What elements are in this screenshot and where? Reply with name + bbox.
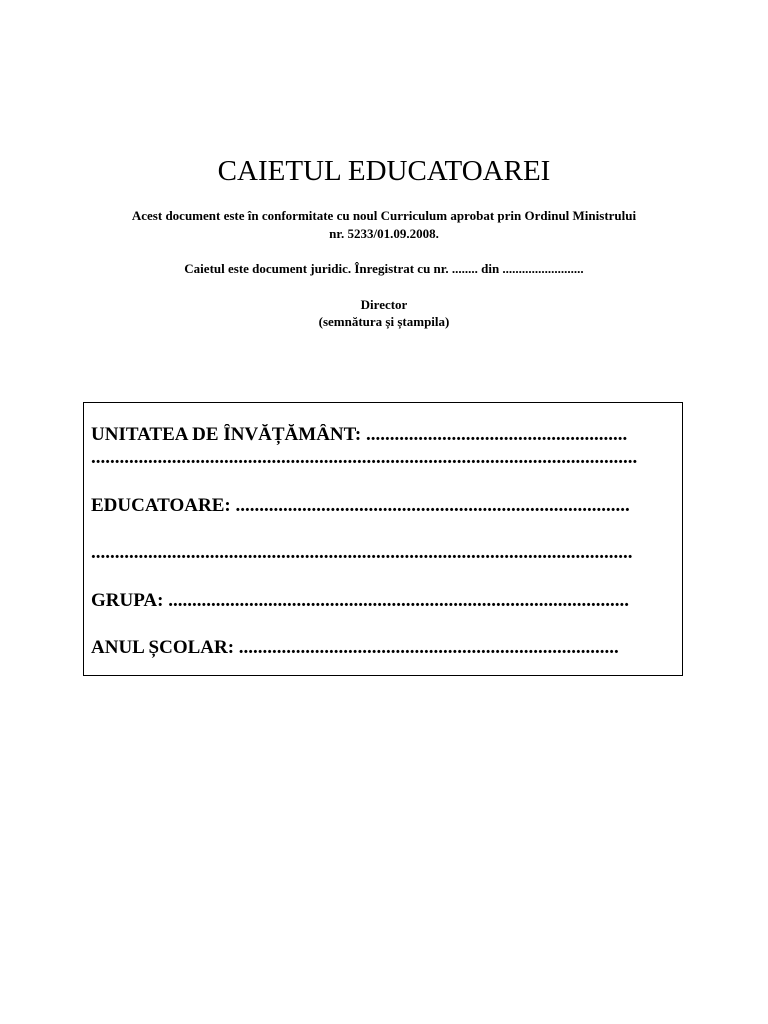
conformity-line-2: nr. 5233/01.09.2008. — [329, 226, 439, 241]
director-signature-block — [0, 296, 768, 330]
document-title: CAIETUL EDUCATOAREI — [217, 155, 551, 187]
school-year-field: ANUL ȘCOLAR: ................................................................................ — [91, 637, 619, 658]
teacher-field: EDUCATOARE: ................................................................................... — [91, 495, 630, 516]
registration-statement: Caietul este document juridic. Înregistrat cu nr. ........ din ......................... — [184, 261, 584, 276]
unit-field: UNITATEA DE ÎNVĂȚĂMÂNT: ....................................................... — [91, 424, 628, 445]
unit-field-continuation: ................................................................................................................... — [91, 447, 638, 468]
info-form-box — [83, 402, 683, 676]
director-signature-note: (semnătura și ștampila) — [318, 314, 450, 329]
teacher-field-continuation: .................................................................................................................. — [91, 542, 633, 563]
conformity-line-1: Acest document este în conformitate cu noul Curriculum aprobat prin Ordinul Ministrului — [131, 208, 637, 223]
conformity-statement — [60, 207, 708, 243]
group-field: GRUPA: ................................................................................................. — [91, 590, 629, 611]
director-label: Director — [360, 297, 408, 312]
